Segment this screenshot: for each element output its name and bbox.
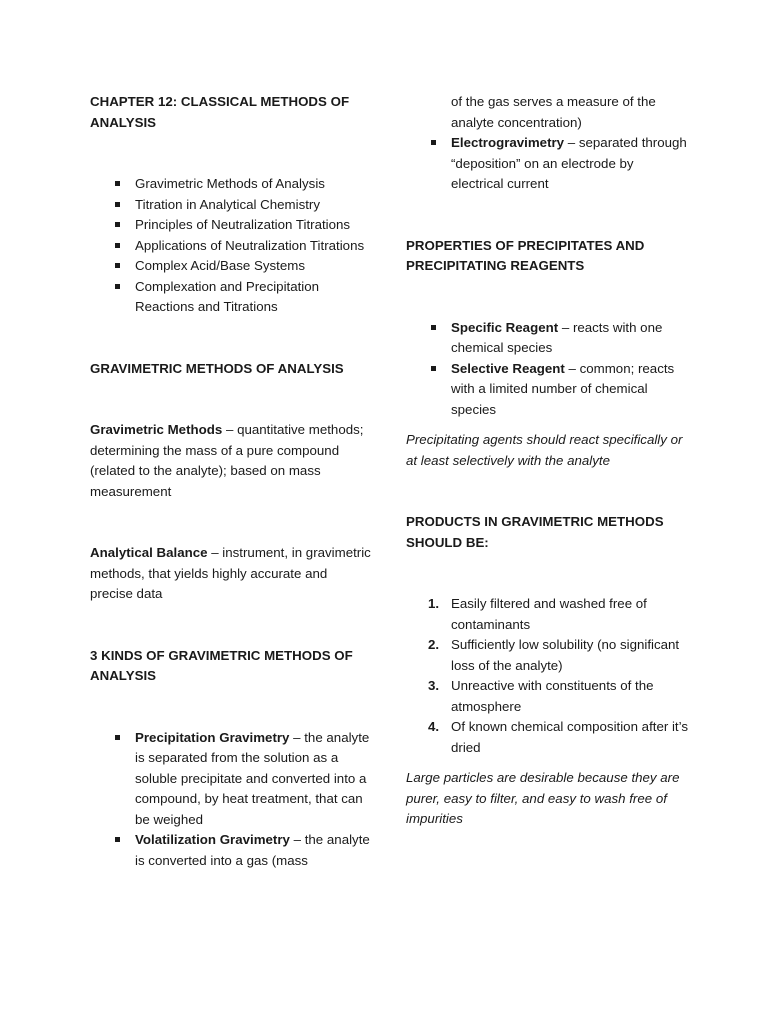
list-item xyxy=(406,318,688,359)
closing-note: Large particles are desirable because they are purer, easy to filter, and easy to wash free of impurities xyxy=(406,770,680,826)
reagents-list xyxy=(406,318,688,421)
definition-text: – instrument, in gravimetric methods, that yields highly accurate and precise data xyxy=(90,545,371,601)
definition-analytical-balance xyxy=(90,543,372,605)
list-item: Complex Acid/Base Systems xyxy=(90,256,372,277)
list-item xyxy=(406,676,688,717)
definition-text: – quantitative methods; determining the mass of a pure compound (related to the analyte); based on mass measurement xyxy=(90,422,364,499)
products-list xyxy=(406,594,688,758)
item-text: – separated through “deposition” on an electrode by electrical current xyxy=(451,135,687,191)
list-item xyxy=(90,728,372,831)
item-number: 1. xyxy=(428,596,440,611)
term: Volatilization Gravimetry xyxy=(135,832,290,847)
list-item: Applications of Neutralization Titrations xyxy=(90,236,372,257)
item-number: 2. xyxy=(428,637,440,652)
term: Precipitation Gravimetry xyxy=(135,729,290,745)
gravimetric-kinds-list xyxy=(90,728,372,872)
item-number: 4. xyxy=(428,719,440,734)
item-text: – the analyte is converted into a gas (mass xyxy=(135,832,370,868)
chapter-topics-list xyxy=(90,174,372,318)
item-text: Unreactive with constituents of the atmosphere xyxy=(451,678,654,714)
left-column xyxy=(90,92,372,871)
reagent-note: Precipitating agents should react specifically or at least selectively with the analyte xyxy=(406,432,683,468)
continued-text: of the gas serves a measure of the analyte concentration) xyxy=(451,94,656,130)
section-heading: PRODUCTS IN GRAVIMETRIC METHODS SHOULD BE: xyxy=(406,514,664,550)
list-item xyxy=(406,635,688,676)
right-column xyxy=(406,92,688,830)
item-text: Of known chemical composition after it’s dried xyxy=(451,719,688,755)
list-item: Gravimetric Methods of Analysis xyxy=(90,174,372,195)
term: Gravimetric Methods xyxy=(90,422,223,437)
section-heading: GRAVIMETRIC METHODS OF ANALYSIS xyxy=(90,360,344,376)
section-heading: 3 KINDS OF GRAVIMETRIC METHODS OF ANALYSIS xyxy=(90,647,353,683)
list-item xyxy=(90,830,372,871)
item-text: Sufficiently low solubility (no significant loss of the analyte) xyxy=(451,637,680,673)
section-heading: PROPERTIES OF PRECIPITATES AND PRECIPITATING REAGENTS xyxy=(406,237,645,273)
item-text: – the analyte is separated from the solution as a soluble precipitate and converted into a compound, by heat treatment, that can be weighed xyxy=(135,729,370,827)
list-item xyxy=(406,359,688,421)
list-item: Principles of Neutralization Titrations xyxy=(90,215,372,236)
list-item: Titration in Analytical Chemistry xyxy=(90,195,372,216)
list-item: Complexation and Precipitation Reactions and Titrations xyxy=(90,277,372,318)
list-item xyxy=(406,133,688,195)
gravimetric-kinds-list-continued xyxy=(406,133,688,195)
item-number: 3. xyxy=(428,678,440,693)
definition-gravimetric-methods xyxy=(90,420,372,502)
term: Analytical Balance xyxy=(90,545,208,560)
list-item xyxy=(406,717,688,758)
chapter-title: CHAPTER 12: CLASSICAL METHODS OF ANALYSIS xyxy=(90,94,350,130)
item-text: – reacts with one chemical species xyxy=(451,319,663,355)
item-text: – common; reacts with a limited number of chemical species xyxy=(451,360,675,417)
term: Specific Reagent xyxy=(451,319,559,335)
term: Selective Reagent xyxy=(451,360,565,376)
list-item xyxy=(406,594,688,635)
term: Electrogravimetry xyxy=(451,135,565,150)
item-text: Easily filtered and washed free of contaminants xyxy=(451,596,647,632)
